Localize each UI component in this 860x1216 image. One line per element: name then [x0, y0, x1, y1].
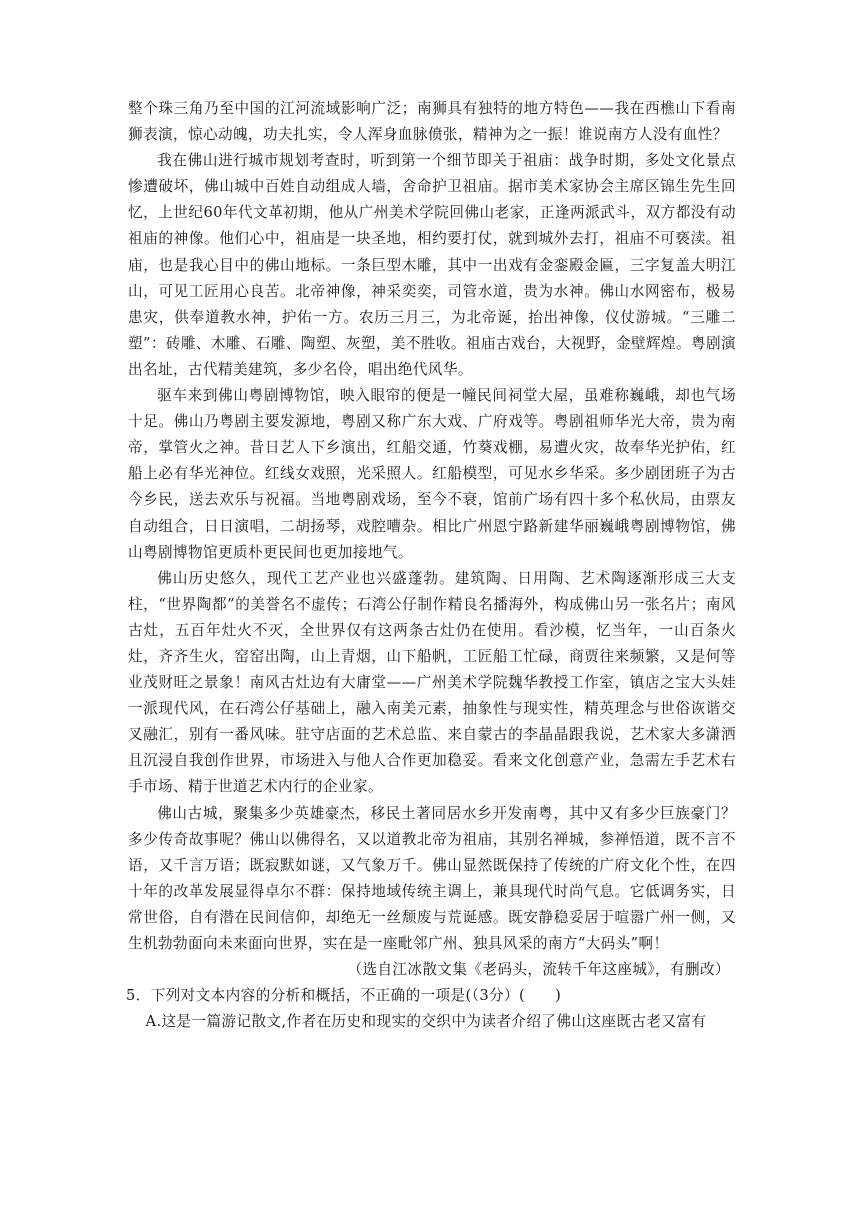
option-a: A.这是一篇游记散文,作者在历史和现实的交织中为读者介绍了佛山这座既古老又富有 — [145, 1013, 707, 1031]
paragraph-5: 佛山古城，聚集多少英雄豪杰，移民土著同居水乡开发南粤，其中又有多少巨族豪门？多少传奇故事呢？佛山以佛得名，又以道教北帝为祖庙，其别名禅城，参禅悟道，既不言不语，又千言万语；既寂默如谜，又气象万千。佛山显然既保持了传统的广府文化个性，在四十年的改革发展显得卓尔不群：保持地域传统主调上，兼具现代时尚气息。它低调务实，日常世俗，自有潜在民间信仰，却绝无一丝颓废与荒诞感。既安静稳妥居于喧嚣广州一侧，又生机勃勃面向未来面向世界，实在是一座毗邻广州、独具风采的南方“大码头”啊！ — [128, 804, 736, 952]
question-5: 5．下列对文本内容的分析和概括，不正确的一项是(（3分）( ) — [126, 987, 562, 1005]
paragraph-4: 佛山历史悠久，现代工艺产业也兴盛蓬勃。建筑陶、日用陶、艺术陶逐渐形成三大支柱，“世界陶都”的美誉名不虚传；石湾公仔制作精良名播海外，构成佛山另一张名片；南风古灶，五百年灶火不灭，全世界仅有这两条古灶仍在使用。看沙模，忆当年，一山百条火灶，齐齐生火，窑窑出陶，山上青烟，山下船帆，工匠船工忙碌，商贾往来频繁，又是何等业茂财旺之景象！南风古灶边有大庸堂——广州美术学院魏华教授工作室，镇店之宝大头娃一派现代风，在石湾公仔基础上，融入南美元素，抽象性与现实性，精英理念与世俗诙谐交叉融汇，别有一番风味。驻守店面的艺术总监、来自蒙古的李晶晶跟我说，艺术家大多潇洒且沉浸自我创作世界，市场进入与他人合作更加稳妥。看来文化创意产业，急需左手艺术右手市场、精于世道艺术内行的企业家。 — [128, 569, 736, 796]
document-page — [128, 96, 736, 1035]
paragraph-3: 驱车来到佛山粤剧博物馆，映入眼帘的便是一幢民间祠堂大屋，虽难称巍峨，却也气场十足。佛山乃粤剧主要发源地，粤剧又称广东大戏、广府戏等。粤剧祖师华光大帝，贵为南帝，掌管火之神。昔日艺人下乡演出，红船交通，竹葵戏棚，易遭火灾，故奉华光护佑，红船上必有华光神位。红线女戏照，光采照人。红船模型，可见水乡华采。多少剧团班子为古今乡民，送去欢乐与祝福。当地粤剧戏场，至今不衰，馆前广场有四十多个私伙局，由票友自动组合，日日演唱，二胡扬琴，戏腔嘈杂。相比广州恩宁路新建华丽巍峨粤剧博物馆，佛山粤剧博物馆更质朴更民间也更加接地气。 — [128, 387, 736, 561]
paragraph-1: 整个珠三角乃至中国的江河流域影响广泛；南狮具有独特的地方特色——我在西樵山下看南狮表演，惊心动魄，功夫扎实，令人浑身血脉偾张，精神为之一振！谁说南方人没有血性？ — [128, 100, 736, 144]
source-citation: （选自江冰散文集《老码头，流转千年这座城》，有删改） — [347, 961, 730, 979]
paragraph-2: 我在佛山进行城市规划考查时，听到第一个细节即关于祖庙：战争时期，多处文化景点惨遭破坏，佛山城中百姓自动组成人墙，舍命护卫祖庙。据市美术家协会主席区锦生先生回忆，上世纪60年代文革初期，他从广州美术学院回佛山老家，正逢两派武斗，双方都没有动祖庙的神像。他们心中，祖庙是一块圣地，相约要打仗，就到城外去打，祖庙不可亵渎。祖庙，也是我心目中的佛山地标。一条巨型木雕，其中一出戏有金銮殿金匾，三字复盖大明江山，可见工匠用心良苦。北帝神像，神采奕奕，司管水道，贵为水神。佛山水网密布，极易患灾，供奉道教水神，护佑一方。农历三月三，为北帝诞，抬出神像，仪仗游城。“三雕二塑”：砖雕、木雕、石雕、陶塑、灰塑，美不胜收。祖庙古戏台，大视野，金壁辉煌。粤剧演出名址，古代精美建筑，多少名伶，唱出绝代风华。 — [128, 152, 736, 378]
